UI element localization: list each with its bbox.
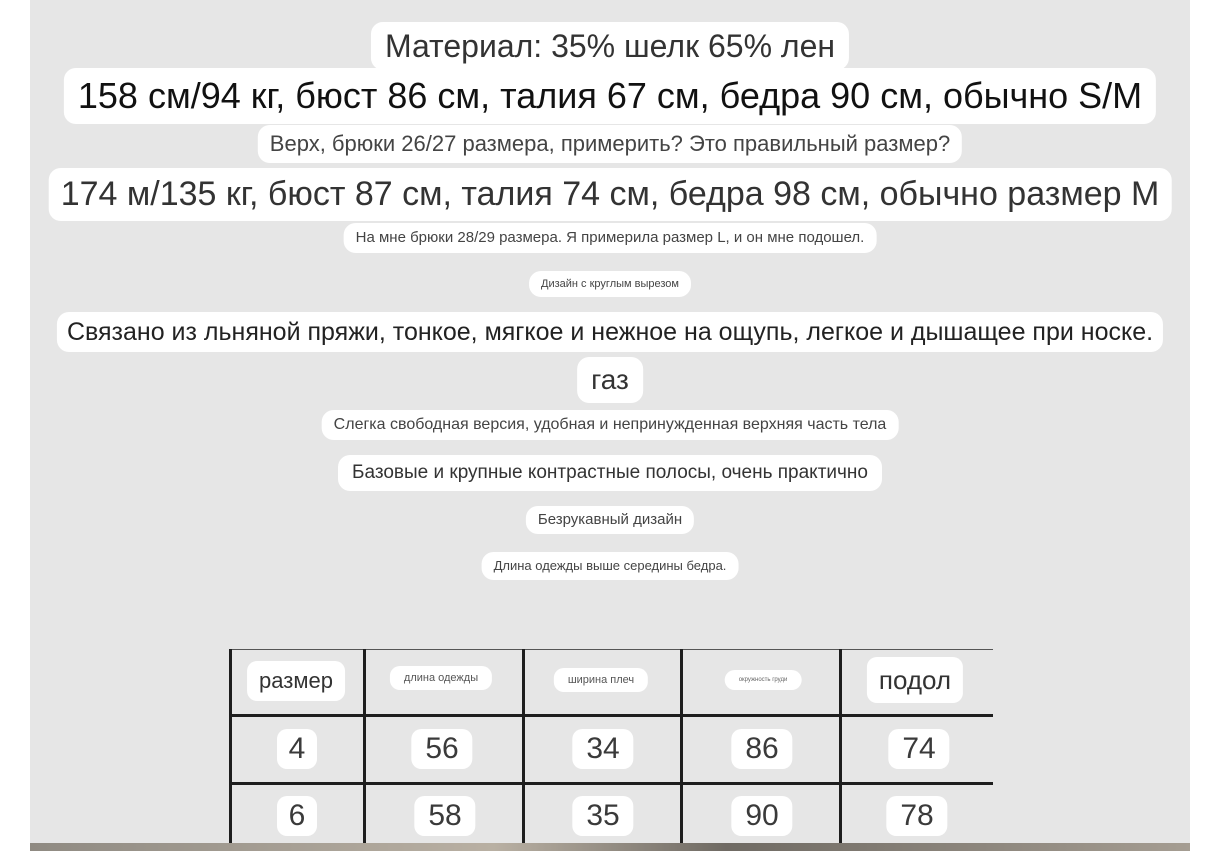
cell-shoulder: 34 [572, 729, 633, 769]
length-caption: Длина одежды выше середины бедра. [482, 552, 739, 580]
cell-bust: 90 [731, 796, 792, 836]
size-table [229, 649, 993, 849]
table-top-border [229, 649, 993, 650]
photo-edge-strip [30, 843, 1190, 851]
cell-length: 56 [411, 729, 472, 769]
cell-hem: 78 [886, 796, 947, 836]
model-1-fit-note: Верх, брюки 26/27 размера, примерить? Это правильный размер? [258, 125, 962, 163]
table-column-border [229, 649, 232, 845]
header-bust: окружность груди [725, 670, 802, 690]
stripes-caption: Базовые и крупные контрастные полосы, очень практично [338, 455, 882, 491]
table-header-divider [229, 714, 993, 717]
cell-size: 4 [277, 729, 317, 769]
cell-hem: 74 [888, 729, 949, 769]
header-length: длина одежды [390, 666, 492, 690]
cell-bust: 86 [731, 729, 792, 769]
fabric-caption: Связано из льняной пряжи, тонкое, мягкое и нежное на ощупь, легкое и дышащее при носке. [57, 312, 1163, 352]
header-size: размер [247, 661, 345, 701]
table-column-border [839, 649, 842, 845]
neckline-caption: Дизайн с круглым вырезом [529, 271, 691, 297]
sleeveless-caption: Безрукавный дизайн [526, 506, 694, 534]
table-column-border [680, 649, 683, 845]
table-column-border [363, 649, 366, 845]
model-2-measurements: 174 м/135 кг, бюст 87 см, талия 74 см, бедра 98 см, обычно размер M [49, 168, 1172, 221]
header-shoulder: ширина плеч [554, 668, 648, 692]
cell-size: 6 [277, 796, 317, 836]
header-hem: подол [867, 657, 963, 703]
table-row-divider [229, 782, 993, 785]
material-caption: Материал: 35% шелк 65% лен [371, 22, 849, 70]
gauze-caption: газ [577, 357, 643, 403]
model-1-measurements: 158 см/94 кг, бюст 86 см, талия 67 см, бедра 90 см, обычно S/M [64, 68, 1156, 124]
cell-length: 58 [414, 796, 475, 836]
model-2-fit-note: На мне брюки 28/29 размера. Я примерила размер L, и он мне подошел. [344, 223, 877, 253]
fit-caption: Слегка свободная версия, удобная и непринужденная верхняя часть тела [322, 410, 899, 440]
cell-shoulder: 35 [572, 796, 633, 836]
table-column-border [522, 649, 525, 845]
